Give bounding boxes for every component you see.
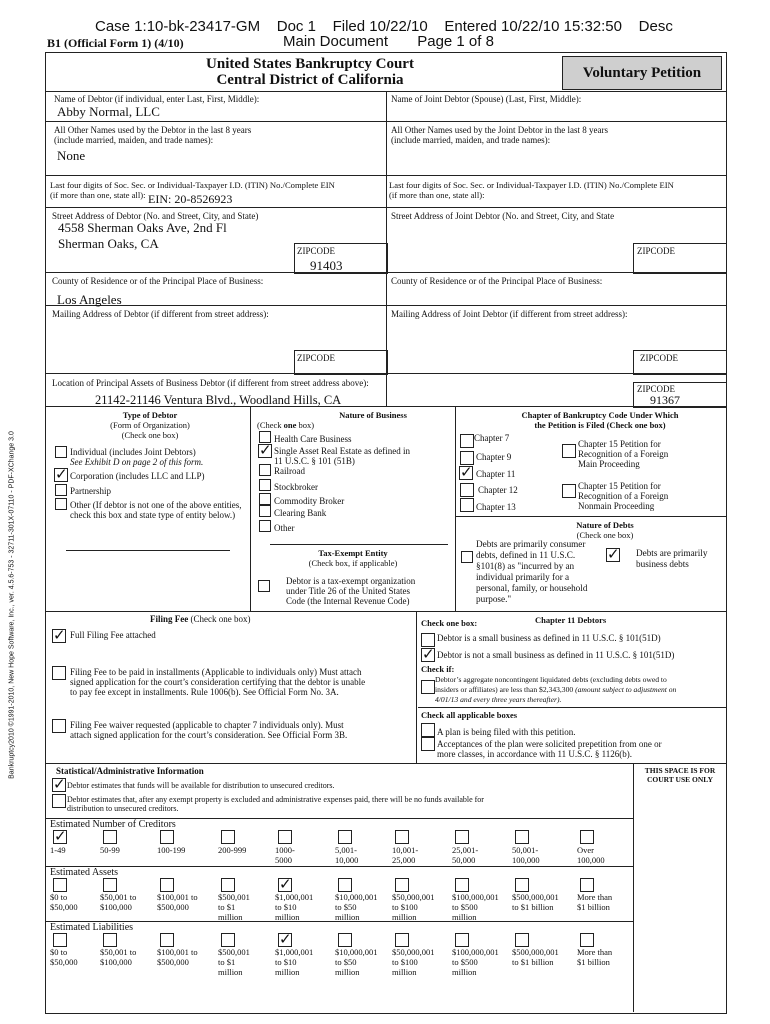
creditors-option-label: 25,001- 50,000: [452, 845, 479, 865]
consumer-debts-checkbox[interactable]: [461, 551, 473, 563]
liabilities-option-checkbox[interactable]: [160, 933, 174, 947]
street-line1: 4558 Sherman Oaks Ave, 2nd Fl: [58, 220, 227, 235]
assets-option-label: $10,000,001 to $50 million: [335, 892, 378, 922]
liabilities-option-checkbox[interactable]: [455, 933, 469, 947]
liabilities-option-checkbox[interactable]: [278, 933, 292, 947]
aggregate-debts-label: Debtor’s aggregate noncontingent liquidated debts (excluding debts owed to insiders or affiliates) are less than $2,343,300 (amount subject to adjustment on 4/01/13 and every three years thereafter).: [435, 675, 677, 704]
zip-label: ZIPCODE: [297, 246, 335, 256]
other-entity-label: Other (If debtor is not one of the above entities, check this box and state type of entity below.): [70, 500, 242, 520]
chapter-15-main-label: Chapter 15 Petition for Recognition of a Foreign Main Proceeding: [578, 439, 669, 469]
commodity-checkbox[interactable]: [259, 493, 271, 505]
debtor-name-label: Name of Debtor (if individual, enter Last, First, Middle):: [54, 94, 260, 104]
plan-filed-checkbox[interactable]: [421, 723, 435, 737]
county-label: County of Residence or of the Principal Place of Business:: [52, 276, 264, 286]
chapter-15-main-checkbox[interactable]: [562, 444, 576, 458]
clearing-bank-checkbox[interactable]: [259, 505, 271, 517]
creditors-option-label: 5,001- 10,000: [335, 845, 359, 865]
ssn-label: Last four digits of Soc. Sec. or Individual-Taxpayer I.D. (ITIN) No./Complete EIN (if more than one, state all):: [50, 180, 335, 200]
acceptances-checkbox[interactable]: [421, 737, 435, 751]
other-business-label: Other: [274, 523, 295, 533]
acceptances-label: Acceptances of the plan were solicited prepetition from one or more classes, in accordance with 11 U.S.C. § 1126(b).: [437, 739, 662, 759]
joint-mailing-label: Mailing Address of Joint Debtor (if different from street address):: [391, 309, 628, 319]
installment-fee-label: Filing Fee to be paid in installments (Applicable to individuals only) Must attach signed application for the court’s consideration certifying that the debtor is unable to pay fee except in installments. Rule 1006(b). See Official Form No. 3A.: [70, 667, 366, 697]
assets-option-checkbox[interactable]: [278, 878, 292, 892]
other-names-label: All Other Names used by the Debtor in the last 8 years (include married, maiden, and trade names):: [54, 125, 252, 145]
creditors-option-checkbox[interactable]: [221, 830, 235, 844]
location-zip-label: ZIPCODE: [637, 384, 675, 394]
creditors-option-checkbox[interactable]: [455, 830, 469, 844]
software-sidebar: Bankruptcy2010 ©1991-2010, New Hope Software, Inc., ver. 4.5.6-753 - 32711-301X-07110 - PDF-XChange 3.0: [8, 431, 16, 779]
stockbroker-label: Stockbroker: [274, 482, 318, 492]
chapter-15-nonmain-label: Chapter 15 Petition for Recognition of a Foreign Nonmain Proceeding: [578, 481, 669, 511]
railroad-checkbox[interactable]: [259, 464, 271, 476]
court-title: United States Bankruptcy Court Central District of California: [206, 56, 414, 88]
no-funds-label: Debtor estimates that, after any exempt property is excluded and administrative expenses paid, there will be no funds available for distribution to unsecured creditors.: [67, 795, 484, 813]
stats-header: Statistical/Administrative Information: [56, 766, 204, 776]
chapter-13-label: Chapter 13: [476, 502, 516, 512]
health-care-label: Health Care Business: [274, 434, 352, 444]
business-debts-label: Debts are primarily business debts: [636, 548, 708, 569]
chapter-header: Chapter of Bankruptcy Code Under Which the Petition is Filed (Check one box): [521, 410, 679, 430]
joint-county-label: County of Residence or of the Principal Place of Business:: [391, 276, 603, 286]
clearing-bank-label: Clearing Bank: [274, 508, 327, 518]
fee-waiver-label: Filing Fee waiver requested (applicable to chapter 7 individuals only). Must attach signed application for the court’s consideration. See Official Form 3B.: [70, 720, 348, 740]
liabilities-option-label: $50,000,001 to $100 million: [392, 947, 435, 977]
joint-debtor-name-label: Name of Joint Debtor (Spouse) (Last, First, Middle):: [391, 94, 582, 104]
creditors-option-checkbox[interactable]: [515, 830, 529, 844]
chapter-12-checkbox[interactable]: [460, 483, 474, 497]
individual-checkbox[interactable]: [55, 446, 67, 458]
other-business-checkbox[interactable]: [259, 520, 271, 532]
commodity-label: Commodity Broker: [274, 496, 345, 506]
location-value: 21142-21146 Ventura Blvd., Woodland Hills, CA: [95, 393, 342, 407]
assets-option-checkbox[interactable]: [221, 878, 235, 892]
stockbroker-checkbox[interactable]: [259, 479, 271, 491]
liabilities-header: Estimated Liabilities: [50, 922, 134, 933]
creditors-option-label: 10,001- 25,000: [392, 845, 419, 865]
corporation-checkbox[interactable]: [54, 468, 68, 482]
joint-zip-label: ZIPCODE: [637, 246, 675, 256]
street-line2: Sherman Oaks, CA: [58, 236, 159, 251]
corporation-label: Corporation (includes LLC and LLP): [70, 471, 205, 481]
railroad-label: Railroad: [274, 466, 305, 476]
liabilities-option-label: $100,000,001 to $500 million: [452, 947, 499, 977]
joint-street-label: Street Address of Joint Debtor (No. and Street, City, and State: [391, 211, 615, 221]
assets-option-checkbox[interactable]: [338, 878, 352, 892]
chapter-13-checkbox[interactable]: [460, 498, 474, 512]
assets-option-checkbox[interactable]: [455, 878, 469, 892]
ein-value: EIN: 20-8526923: [148, 192, 233, 206]
business-debts-checkbox[interactable]: [606, 548, 620, 562]
chapter-11-checkbox[interactable]: [459, 466, 473, 480]
case-header-line1: Case 1:10-bk-23417-GM Doc 1 Filed 10/22/10 Entered 10/22/10 15:32:50 Desc: [95, 18, 673, 35]
small-business-label: Debtor is a small business as defined in 11 U.S.C. § 101(51D): [437, 633, 661, 643]
chapter-15-nonmain-checkbox[interactable]: [562, 484, 576, 498]
liabilities-option-label: $50,001 to $100,000: [100, 947, 137, 967]
funds-available-label: Debtor estimates that funds will be available for distribution to unsecured creditors.: [67, 781, 335, 790]
liabilities-option-checkbox[interactable]: [338, 933, 352, 947]
liabilities-option-checkbox[interactable]: [53, 933, 67, 947]
tax-exempt-checkbox[interactable]: [258, 580, 270, 592]
liabilities-option-label: More than $1 billion: [577, 947, 613, 967]
single-asset-label: Single Asset Real Estate as defined in 11 U.S.C. § 101 (51B): [274, 446, 410, 466]
county-value: Los Angeles: [57, 292, 122, 307]
no-funds-checkbox[interactable]: [52, 794, 66, 808]
creditors-header: Estimated Number of Creditors: [50, 819, 176, 830]
liabilities-option-label: $1,000,001 to $10 million: [275, 947, 314, 977]
aggregate-debts-checkbox[interactable]: [421, 680, 435, 694]
liabilities-option-checkbox[interactable]: [221, 933, 235, 947]
voluntary-petition-label: Voluntary Petition: [562, 56, 722, 90]
full-fee-checkbox[interactable]: [52, 629, 66, 643]
ch11-debtors-header: Chapter 11 Debtors: [535, 615, 607, 625]
assets-option-checkbox[interactable]: [53, 878, 67, 892]
assets-option-label: $500,000,001 to $1 billion: [512, 892, 559, 912]
full-fee-label: Full Filing Fee attached: [70, 630, 156, 640]
creditors-option-label: 50-99: [100, 845, 120, 855]
chapter-12-label: Chapter 12: [478, 485, 518, 495]
creditors-option-checkbox[interactable]: [53, 830, 67, 844]
assets-option-label: $500,001 to $1 million: [218, 892, 250, 922]
liabilities-option-label: $500,000,001 to $1 billion: [512, 947, 559, 967]
mailing-zip-label: ZIPCODE: [297, 353, 335, 363]
fee-waiver-checkbox[interactable]: [52, 719, 66, 733]
joint-mailing-zip-label: ZIPCODE: [640, 353, 678, 363]
creditors-option-checkbox[interactable]: [160, 830, 174, 844]
consumer-debts-label: Debts are primarily consumer debts, defined in 11 U.S.C. §101(8) as "incurred by an individual primarily for a personal, family, or household purpose.": [476, 539, 588, 604]
partnership-checkbox[interactable]: [55, 484, 67, 496]
liabilities-option-checkbox[interactable]: [395, 933, 409, 947]
liabilities-option-checkbox[interactable]: [515, 933, 529, 947]
plan-filed-label: A plan is being filed with this petition.: [437, 727, 576, 737]
location-zip-value: 91367: [650, 393, 680, 407]
not-small-business-label: Debtor is not a small business as defined in 11 U.S.C. § 101(51D): [437, 650, 675, 660]
installment-fee-checkbox[interactable]: [52, 666, 66, 680]
chapter-7-checkbox[interactable]: [460, 434, 474, 448]
creditors-option-checkbox[interactable]: [580, 830, 594, 844]
single-asset-checkbox[interactable]: [258, 444, 272, 458]
liabilities-option-label: $500,001 to $1 million: [218, 947, 250, 977]
liabilities-option-checkbox[interactable]: [580, 933, 594, 947]
assets-option-label: $100,000,001 to $500 million: [452, 892, 499, 922]
creditors-option-checkbox[interactable]: [103, 830, 117, 844]
creditors-option-checkbox[interactable]: [395, 830, 409, 844]
chapter-9-label: Chapter 9: [476, 452, 512, 462]
chapter-7-label: Chapter 7: [474, 433, 510, 443]
court-use-label: THIS SPACE IS FOR COURT USE ONLY: [644, 766, 716, 784]
form-id: B1 (Official Form 1) (4/10): [47, 36, 184, 50]
tax-exempt-header: Tax-Exempt Entity (Check box, if applicable): [308, 548, 398, 568]
chapter-11-label: Chapter 11: [476, 469, 516, 479]
assets-option-label: $1,000,001 to $10 million: [275, 892, 314, 922]
creditors-option-label: 200-999: [218, 845, 247, 855]
check-if-label: Check if:: [421, 664, 455, 674]
creditors-option-checkbox[interactable]: [338, 830, 352, 844]
creditors-option-label: 100-199: [157, 845, 186, 855]
assets-option-label: More than $1 billion: [577, 892, 613, 912]
filing-fee-header: Filing Fee (Check one box): [150, 614, 251, 624]
nature-of-debts-header: Nature of Debts (Check one box): [576, 520, 634, 540]
mailing-label: Mailing Address of Debtor (if different from street address):: [52, 309, 269, 319]
tax-exempt-label: Debtor is a tax-exempt organization under Title 26 of the United States Code (the Internal Revenue Code): [286, 576, 416, 606]
creditors-option-label: 1-49: [50, 845, 66, 855]
nature-of-business-header: Nature of Business (Check one box): [257, 410, 407, 430]
assets-option-checkbox[interactable]: [580, 878, 594, 892]
not-small-business-checkbox[interactable]: [421, 648, 435, 662]
assets-option-label: $50,001 to $100,000: [100, 892, 137, 912]
liabilities-option-label: $0 to $50,000: [50, 947, 78, 967]
creditors-option-label: 1000- 5000: [275, 845, 295, 865]
check-all-label: Check all applicable boxes: [421, 710, 518, 720]
creditors-option-label: 50,001- 100,000: [512, 845, 540, 865]
assets-option-label: $50,000,001 to $100 million: [392, 892, 435, 922]
assets-option-checkbox[interactable]: [515, 878, 529, 892]
assets-option-label: $100,001 to $500,000: [157, 892, 198, 912]
partnership-label: Partnership: [70, 486, 111, 496]
type-of-debtor-header: Type of Debtor (Form of Organization) (Check one box): [110, 410, 190, 440]
assets-option-label: $0 to $50,000: [50, 892, 78, 912]
funds-available-checkbox[interactable]: [52, 778, 66, 792]
creditors-option-label: Over 100,000: [577, 845, 605, 865]
other-entity-checkbox[interactable]: [55, 498, 67, 510]
assets-option-checkbox[interactable]: [395, 878, 409, 892]
zip-value: 91403: [310, 258, 343, 273]
liabilities-option-label: $10,000,001 to $50 million: [335, 947, 378, 977]
check-one-box-label: Check one box:: [421, 618, 478, 628]
debtor-name: Abby Normal, LLC: [57, 104, 160, 119]
other-names: None: [57, 148, 86, 163]
liabilities-option-checkbox[interactable]: [103, 933, 117, 947]
assets-option-checkbox[interactable]: [103, 878, 117, 892]
assets-header: Estimated Assets: [50, 867, 119, 878]
joint-other-names-label: All Other Names used by the Joint Debtor in the last 8 years (include married, maiden, and trade names):: [391, 125, 608, 145]
liabilities-option-label: $100,001 to $500,000: [157, 947, 198, 967]
case-header-line2: Main Document Page 1 of 8: [283, 33, 494, 50]
individual-label: Individual (includes Joint Debtors) See Exhibit D on page 2 of this form.: [70, 447, 204, 467]
joint-ssn-label: Last four digits of Soc. Sec. or Individual-Taxpayer I.D. (ITIN) No./Complete EIN (if more than one, state all):: [389, 180, 674, 200]
creditors-option-checkbox[interactable]: [278, 830, 292, 844]
location-label: Location of Principal Assets of Business Debtor (if different from street address above):: [52, 378, 369, 388]
assets-option-checkbox[interactable]: [160, 878, 174, 892]
street-label: Street Address of Debtor (No. and Street, City, and State): [52, 211, 259, 221]
